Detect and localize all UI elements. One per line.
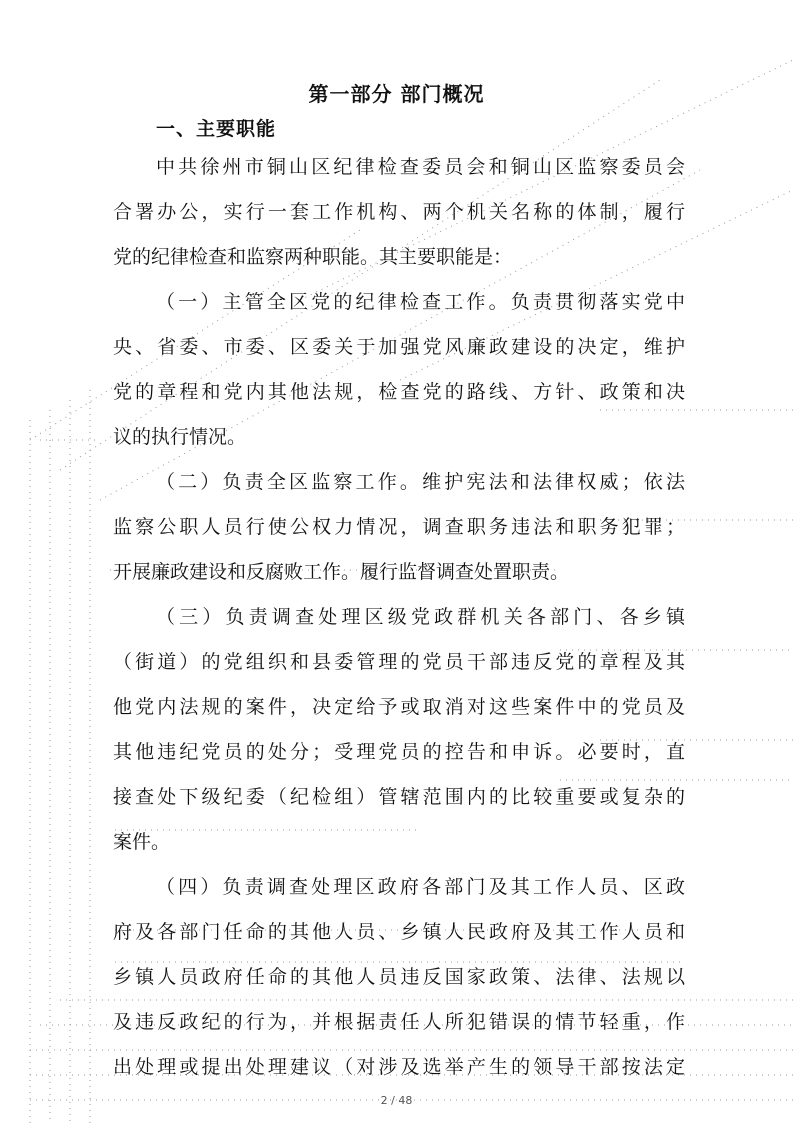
- paragraph-line: （三）负责调查处理区级党政群机关各部门、各乡镇: [156, 606, 685, 628]
- paragraph-line: 党的章程和党内其他法规，检查党的路线、方针、政策和决: [113, 381, 685, 403]
- paragraph-line: 乡镇人员政府任命的其他人员违反国家政策、法律、法规以: [113, 966, 685, 988]
- paragraph-line: 及违反政纪的行为，并根据责任人所犯错误的情节轻重，作: [113, 1011, 685, 1033]
- paragraph-line: 合署办公，实行一套工作机构、两个机关名称的体制，履行: [113, 201, 685, 223]
- page-number: 2 / 48: [380, 1094, 413, 1107]
- paragraph-line: 其他违纪党员的处分；受理党员的控告和申诉。必要时，直: [113, 741, 685, 763]
- paragraph-line: （街道）的党组织和县委管理的党员干部违反党的章程及其: [113, 651, 685, 673]
- paragraph-line: 府及各部门任命的其他人员、乡镇人民政府及其工作人员和: [113, 921, 685, 943]
- paragraph-line: 党的纪律检查和监察两种职能。其主要职能是：: [113, 246, 513, 268]
- page-title: 第一部分 部门概况: [308, 82, 485, 106]
- paragraph-line: （二）负责全区监察工作。维护宪法和法律权威；依法: [156, 471, 685, 493]
- section-heading: 一、主要职能: [156, 118, 277, 140]
- paragraph-line: 出处理或提出处理建议（对涉及选举产生的领导干部按法定: [113, 1056, 685, 1078]
- paragraph-line: 接查处下级纪委（纪检组）管辖范围内的比较重要或复杂的: [113, 786, 685, 808]
- paragraph-line: 议的执行情况。: [113, 426, 247, 448]
- paragraph-line: 央、省委、市委、区委关于加强党风廉政建设的决定，维护: [113, 336, 685, 358]
- paragraph-line: （四）负责调查处理区政府各部门及其工作人员、区政: [156, 876, 685, 898]
- paragraph-line: 开展廉政建设和反腐败工作。履行监督调查处置职责。: [113, 561, 570, 583]
- paragraph-line: 案件。: [113, 831, 171, 853]
- paragraph-line: （一）主管全区党的纪律检查工作。负责贯彻落实党中: [156, 291, 685, 313]
- paragraph-line: 中共徐州市铜山区纪律检查委员会和铜山区监察委员会: [156, 156, 685, 178]
- paragraph-line: 监察公职人员行使公权力情况，调查职务违法和职务犯罪；: [113, 516, 685, 538]
- paragraph-line: 他党内法规的案件，决定给予或取消对这些案件中的党员及: [113, 696, 685, 718]
